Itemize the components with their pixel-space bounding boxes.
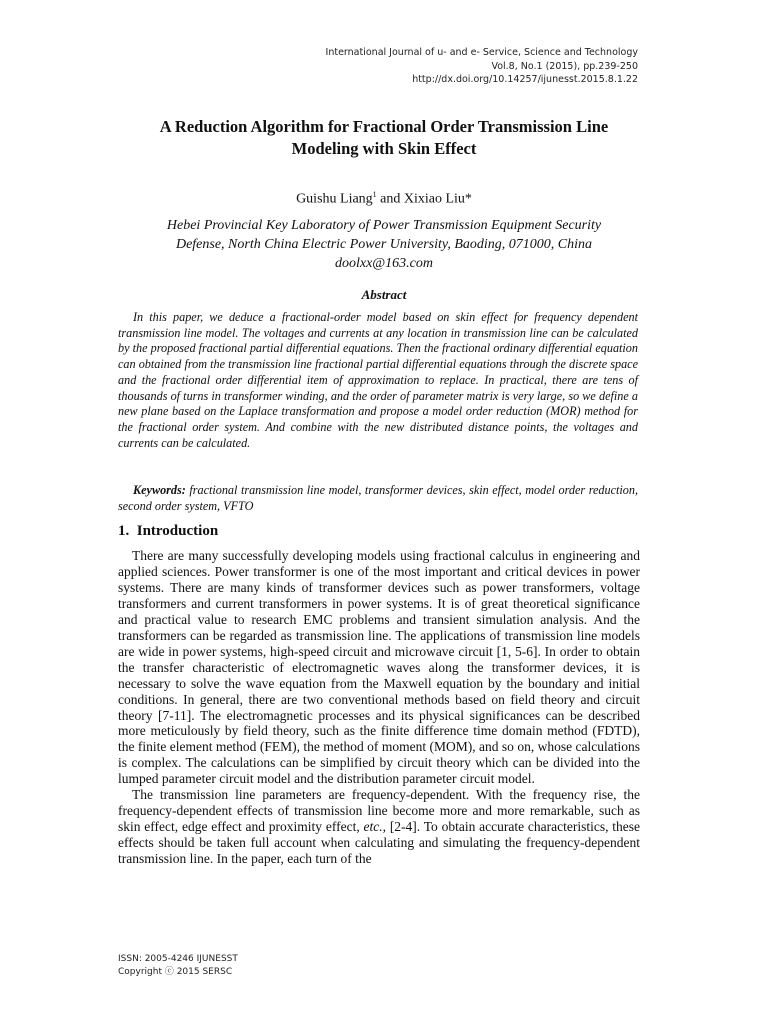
title-line-1: A Reduction Algorithm for Fractional Order Transmission Line	[159, 117, 609, 136]
intro-paragraph-2-end: , [2-4]. To obtain accurate characteristics, these effects should be taken full account when calculating and simulating the frequency-dependent transmission line. In the paper, each turn of the	[118, 819, 641, 867]
author-email: doolxx@163.com	[334, 256, 434, 271]
footer-copyright: Copyright ⓒ 2015 SERSC	[118, 967, 233, 977]
affiliation-line-1: Hebei Provincial Key Laboratory of Power Transmission Equipment Security	[166, 218, 602, 233]
intro-paragraph-2	[118, 787, 640, 867]
author-1: Guishu Liang	[296, 191, 373, 207]
journal-doi: http://dx.doi.org/10.14257/ijunesst.2015.8.1.22	[412, 74, 638, 85]
intro-paragraph-2-start: The transmission line parameters are frequency-dependent. With the frequency rise, the frequency-dependent effects of transmission line become more and more remarkable, such as skin effect, edge effect and proximity effect,	[118, 787, 640, 835]
footer-issn: ISSN: 2005-4246 IJUNESST	[118, 954, 238, 964]
journal-header	[326, 46, 638, 87]
journal-volume: Vol.8, No.1 (2015), pp.239-250	[491, 60, 638, 72]
journal-name: International Journal of u- and e- Service, Science and Technology	[325, 47, 638, 58]
keywords	[118, 483, 638, 514]
intro-paragraph-1: There are many successfully developing models using fractional calculus in engineering and applied sciences. Power transformer is one of the most important and critical devices in power systems. There are many kinds of transformer devices such as power transformers, voltage transformers and current transformers in power systems. It is of great theoretical significance and practical value to research EMC problems and transient simulation analysis. And the transformers can be regarded as transmission line. The applications of transmission line models are wide in power systems, high-speed circuit and microwave circuit [1, 5-6]. In order to obtain the transfer characteristic of electromagnetic waves along the transformer devices, it is necessary to solve the wave equation from the Maxwell equation by the boundary and initial conditions. In general, there are two conventional methods based on field theory and circuit theory [7-11]. The electromagnetic processes and its physical significances can be described more meticulously by field theory, such as the finite difference time domain method (FDTD), the finite element method (FEM), the method of moment (MOM), and so on, whose calculations is complex. The calculations can be simplified by circuit theory which can be divided into the lumped parameter circuit model and the distribution parameter circuit model.	[118, 548, 640, 787]
keywords-label: Keywords:	[133, 483, 186, 497]
abstract-heading: Abstract	[361, 287, 407, 302]
keywords-text: fractional transmission line model, transformer devices, skin effect, model order reduction, second order system, VFTO	[118, 483, 638, 513]
page-footer	[118, 953, 238, 979]
introduction-body	[118, 548, 640, 867]
section-number: 1.	[118, 523, 130, 539]
affiliation	[100, 216, 668, 273]
intro-paragraph-2-etc: etc.	[363, 819, 383, 835]
author-list	[118, 190, 650, 208]
author-2: Xixiao Liu*	[403, 191, 472, 207]
author-conjunction: and	[376, 191, 404, 207]
section-heading	[118, 523, 218, 540]
author-1-affiliation-mark: 1	[372, 190, 377, 199]
section-title: Introduction	[136, 523, 219, 539]
affiliation-line-2: Defense, North China Electric Power University, Baoding, 071000, China	[175, 237, 593, 252]
abstract-text: In this paper, we deduce a fractional-order model based on skin effect for frequency dependent transmission line model. The voltages and currents at any location in transmission line can be calculated by the proposed fractional partial differential equations. Then the fractional ordinary differential equation can obtained from the transmission line fractional partial differential equations through the discrete space and the fractional order differential item of approximation to replace. In practical, there are tens of thousands of turns in transformer winding, and the order of parameter matrix is very large, so we define a new plane based on the Laplace transformation and propose a model order reduction (MOR) method for the fractional order system. And combine with the new distributed distance points, the voltages and currents can be calculated.	[118, 310, 638, 450]
paper-title	[118, 116, 650, 160]
title-line-2: Modeling with Skin Effect	[291, 139, 477, 158]
